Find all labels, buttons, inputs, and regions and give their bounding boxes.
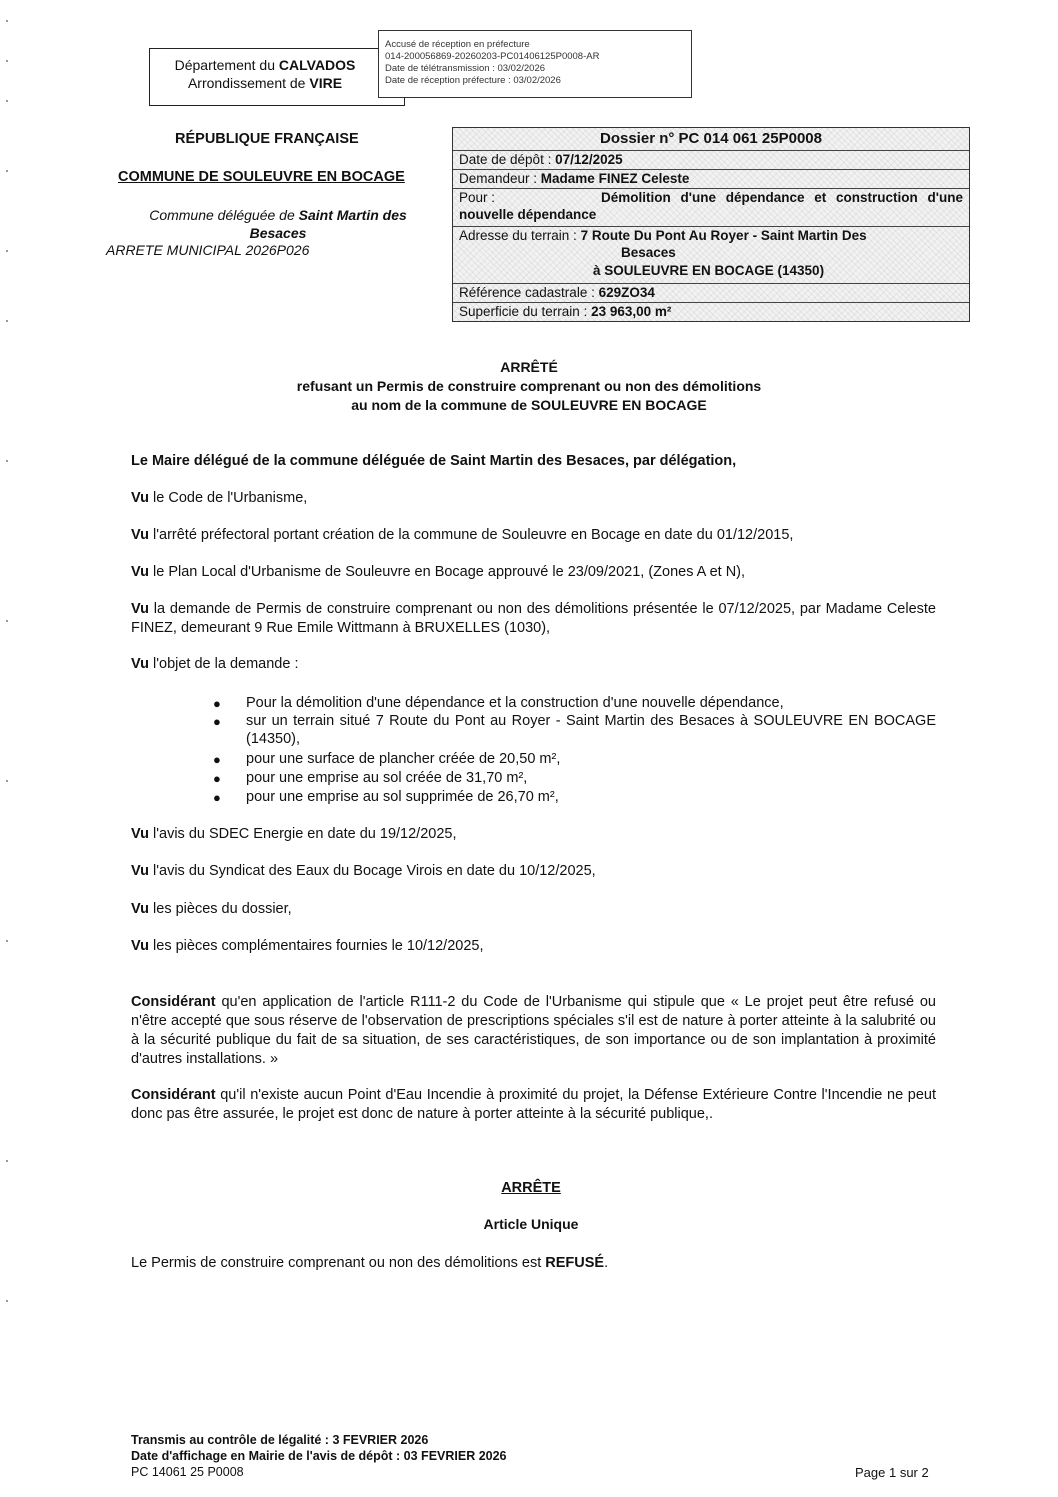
reference-value: 629ZO34 bbox=[598, 285, 655, 300]
considerant-r111-2: Considérant qu'en application de l'article R111-2 du Code de l'Urbanisme qui stipule que « Le projet peut être refusé ou n'être accepté que sous réserve de l'observation de prescriptions spéciales s'il est de nature à porter atteinte à la salubrité ou à la sécurité publique du fait de sa situation, de ses caractéristiques, de son importance ou de son implantation à proximité d'autres installations. » bbox=[131, 994, 936, 1067]
footer-affichage: Date d'affichage en Mairie de l'avis de dépôt : 03 FEVRIER 2026 bbox=[131, 1449, 507, 1463]
arrondissement-name: VIRE bbox=[309, 75, 343, 91]
bullet-icon: ● bbox=[213, 714, 221, 729]
footer-transmis: Transmis au contrôle de légalité : 3 FEVRIER 2026 bbox=[131, 1433, 429, 1447]
stamp-line-1: Accusé de réception en préfecture bbox=[385, 39, 530, 50]
adresse-line3: à SOULEUVRE EN BOCAGE (14350) bbox=[593, 263, 825, 278]
superficie-row: Superficie du terrain : 23 963,00 m² bbox=[459, 304, 672, 319]
arrondissement-line: Arrondissement de VIRE bbox=[187, 75, 343, 91]
department-box bbox=[149, 48, 405, 106]
reference-row: Référence cadastrale : 629ZO34 bbox=[453, 283, 969, 303]
vu-syndicat-eaux: Vu l'avis du Syndicat des Eaux du Bocage Virois en date du 10/12/2025, bbox=[131, 863, 596, 879]
objet-item-2: sur un terrain situé 7 Route du Pont au Royer - Saint Martin des Besaces à SOULEUVRE EN BOCAGE (14350), bbox=[246, 713, 936, 747]
considerant-incendie: Considérant qu'il n'existe aucun Point d'Eau Incendie à proximité du projet, la Défense Extérieure Contre l'Incendie ne peut donc pas être assurée, le projet est donc de nature à porter atteinte à la sécurité publique,. bbox=[131, 1087, 936, 1122]
adresse-line2: Besaces bbox=[621, 245, 676, 260]
republic-title: RÉPUBLIQUE FRANÇAISE bbox=[175, 131, 359, 147]
bullet-icon: ● bbox=[213, 771, 221, 786]
arrete-municipal-number: ARRETE MUNICIPAL 2026P026 bbox=[106, 242, 310, 258]
vu-pieces-complementaires: Vu les pièces complémentaires fournies le 10/12/2025, bbox=[131, 938, 484, 954]
department-name: CALVADOS bbox=[278, 57, 356, 73]
superficie-value: 23 963,00 m² bbox=[591, 304, 672, 319]
vu-objet: Vu l'objet de la demande : bbox=[131, 656, 299, 672]
date-depot-row: Date de dépôt : 07/12/2025 bbox=[453, 150, 969, 170]
pour-value-line2: nouvelle dépendance bbox=[459, 207, 597, 222]
decision-statement: Le Permis de construire comprenant ou non des démolitions est REFUSÉ. bbox=[131, 1255, 609, 1271]
commune-title: COMMUNE DE SOULEUVRE EN BOCAGE bbox=[118, 169, 405, 185]
pour-value-line1: Démolition d'une dépendance et construction d'une bbox=[601, 190, 963, 205]
maire-statement: Le Maire délégué de la commune déléguée de Saint Martin des Besaces, par délégation, bbox=[131, 453, 737, 469]
vu-code-urbanisme: Vu le Code de l'Urbanisme, bbox=[131, 490, 308, 506]
vu-pieces-dossier: Vu les pièces du dossier, bbox=[131, 901, 292, 917]
adresse-row: Adresse du terrain : 7 Route Du Pont Au Royer - Saint Martin Des Besaces à SOULEUVRE EN BOCAGE (14350) bbox=[453, 226, 969, 284]
commune-deleguee: Commune déléguée de Saint Martin des Besaces bbox=[149, 207, 407, 241]
objet-item-5: pour une emprise au sol supprimée de 26,70 m², bbox=[246, 789, 559, 805]
arrete-title: ARRÊTÉ bbox=[500, 359, 558, 375]
page-number: Page 1 sur 2 bbox=[855, 1465, 929, 1480]
dossier-box bbox=[452, 127, 970, 322]
stamp-line-3: Date de télétransmission : 03/02/2026 bbox=[385, 63, 546, 74]
decision-refuse: REFUSÉ bbox=[545, 1255, 605, 1271]
demandeur-value: Madame FINEZ Celeste bbox=[540, 171, 690, 186]
vu-plu: Vu le Plan Local d'Urbanisme de Souleuvre en Bocage approuvé le 23/09/2021, (Zones A et N), bbox=[131, 564, 746, 580]
bullet-icon: ● bbox=[213, 696, 221, 711]
date-depot-value: 07/12/2025 bbox=[555, 152, 623, 167]
vu-demande: Vu la demande de Permis de construire comprenant ou non des démolitions présentée le 07/12/2025, par Madame Celeste FINEZ, demeurant 9 Rue Emile Wittmann à BRUXELLES (1030), bbox=[131, 601, 936, 636]
dossier-title-row bbox=[453, 128, 969, 151]
arrete-subtitle-1: refusant un Permis de construire comprenant ou non des démolitions bbox=[296, 378, 762, 394]
footer-reference: PC 14061 25 P0008 bbox=[131, 1465, 244, 1479]
objet-item-1: Pour la démolition d'une dépendance et la construction d'une nouvelle dépendance, bbox=[246, 695, 784, 711]
stamp-line-4: Date de réception préfecture : 03/02/2026 bbox=[385, 75, 561, 86]
bullet-icon: ● bbox=[213, 752, 221, 767]
deleguee-name: Saint Martin des bbox=[298, 207, 407, 223]
department-line: Département du CALVADOS bbox=[174, 57, 356, 73]
objet-item-3: pour une surface de plancher créée de 20,50 m², bbox=[246, 751, 561, 767]
vu-arrete-prefectoral: Vu l'arrêté préfectoral portant création de la commune de Souleuvre en Bocage en date du 01/12/2015, bbox=[131, 527, 794, 543]
objet-item-4: pour une emprise au sol créée de 31,70 m², bbox=[246, 770, 528, 786]
vu-sdec: Vu l'avis du SDEC Energie en date du 19/12/2025, bbox=[131, 826, 457, 842]
arrete-subtitle-2: au nom de la commune de SOULEUVRE EN BOCAGE bbox=[351, 397, 707, 413]
stamp-line-2: 014-200056869-20260203-PC01406125P0008-AR bbox=[385, 51, 600, 62]
pour-row: Pour : Démolition d'une dépendance et construction d'une nouvelle dépendance bbox=[453, 188, 969, 227]
article-unique-heading: Article Unique bbox=[483, 1216, 579, 1232]
arrete-heading: ARRÊTE bbox=[501, 1180, 561, 1196]
dossier-number: Dossier n° PC 014 061 25P0008 bbox=[600, 130, 822, 147]
demandeur-row: Demandeur : Madame FINEZ Celeste bbox=[453, 169, 969, 189]
prefecture-stamp bbox=[378, 30, 692, 98]
adresse-line1: 7 Route Du Pont Au Royer - Saint Martin Des bbox=[580, 228, 867, 243]
bullet-icon: ● bbox=[213, 790, 221, 805]
deleguee-name-2: Besaces bbox=[249, 225, 307, 241]
